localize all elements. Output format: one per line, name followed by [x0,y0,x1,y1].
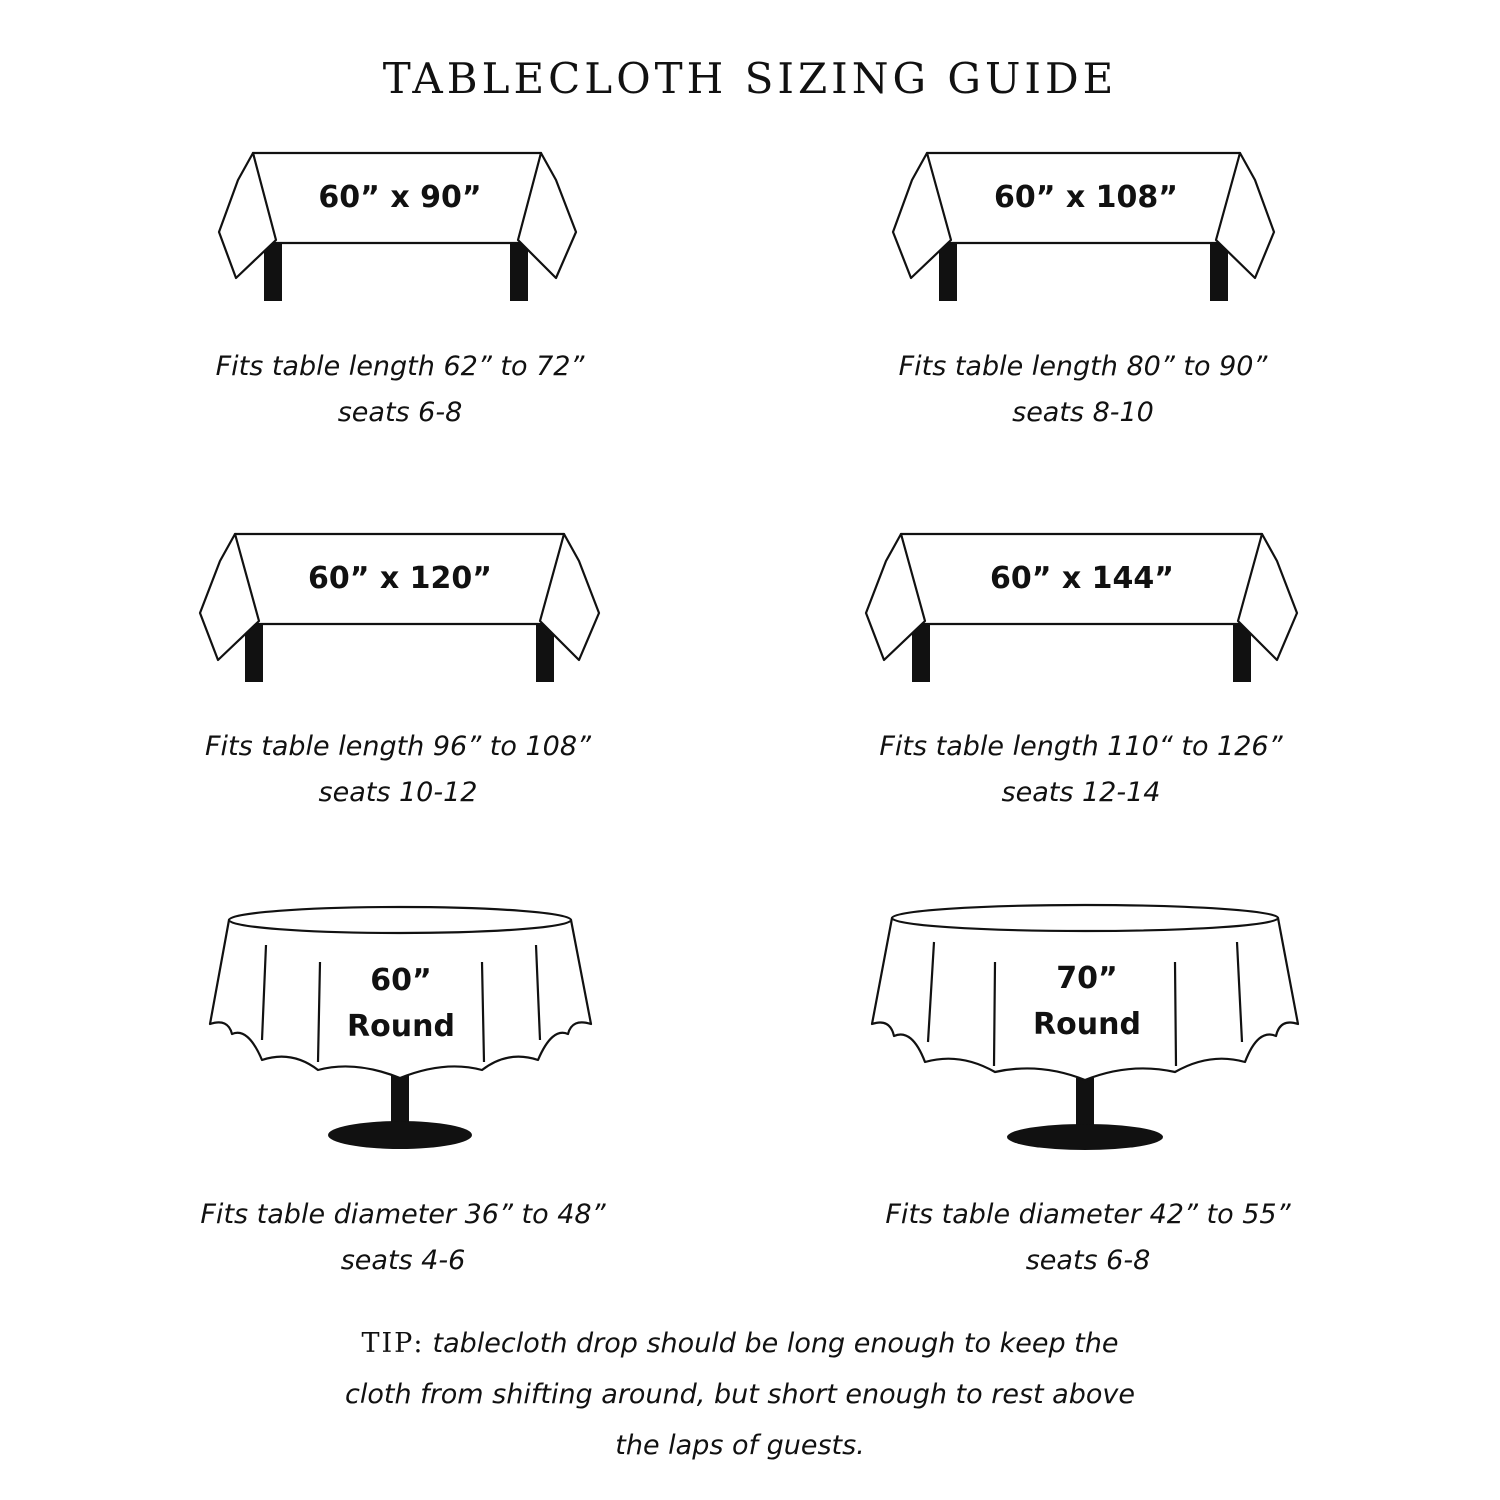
tip-label: TIP: [361,1328,425,1359]
tip-note [200,1318,1280,1471]
page-title: TABLECLOTH SIZING GUIDE [382,54,1118,103]
fit-text: Fits table length 80” to 90” [898,351,1268,382]
cloth-top [892,905,1278,931]
size-label: 60” [370,963,432,998]
size-label: 60” x 90” [318,180,482,215]
size-label: 60” x 120” [307,561,493,596]
table-pedestal [1076,1078,1094,1130]
table-base [1007,1124,1163,1150]
cloth-skirt [872,918,1298,1080]
size-label: 70” [1056,961,1118,996]
caption-60-round [123,1192,683,1284]
tip-text-1: tablecloth drop should be long enough to keep the [432,1328,1119,1359]
caption-70-round [808,1192,1368,1284]
size-label: 60” x 108” [993,180,1179,215]
fit-text: Fits table length 62” to 72” [215,351,585,382]
seats-text: seats 6-8 [1025,1245,1151,1276]
fit-text: Fits table length 96” to 108” [204,731,591,762]
tip-line-3: the laps of guests. [615,1430,865,1461]
seats-text: seats 10-12 [318,777,478,808]
size-label: Round [1033,1007,1141,1042]
fit-text: Fits table diameter 42” to 55” [885,1199,1291,1230]
tip-line-1 [200,1318,1280,1369]
size-label: Round [347,1009,455,1044]
seats-text: seats 12-14 [1001,777,1161,808]
size-label: 60” x 144” [989,561,1175,596]
fit-text: Fits table diameter 36” to 48” [200,1199,606,1230]
tip-line-2: cloth from shifting around, but short enough to rest above [345,1379,1135,1410]
fit-text: Fits table length 110“ to 126” [879,731,1283,762]
seats-text: seats 6-8 [337,397,463,428]
seats-text: seats 8-10 [1012,397,1154,428]
seats-text: seats 4-6 [340,1245,466,1276]
